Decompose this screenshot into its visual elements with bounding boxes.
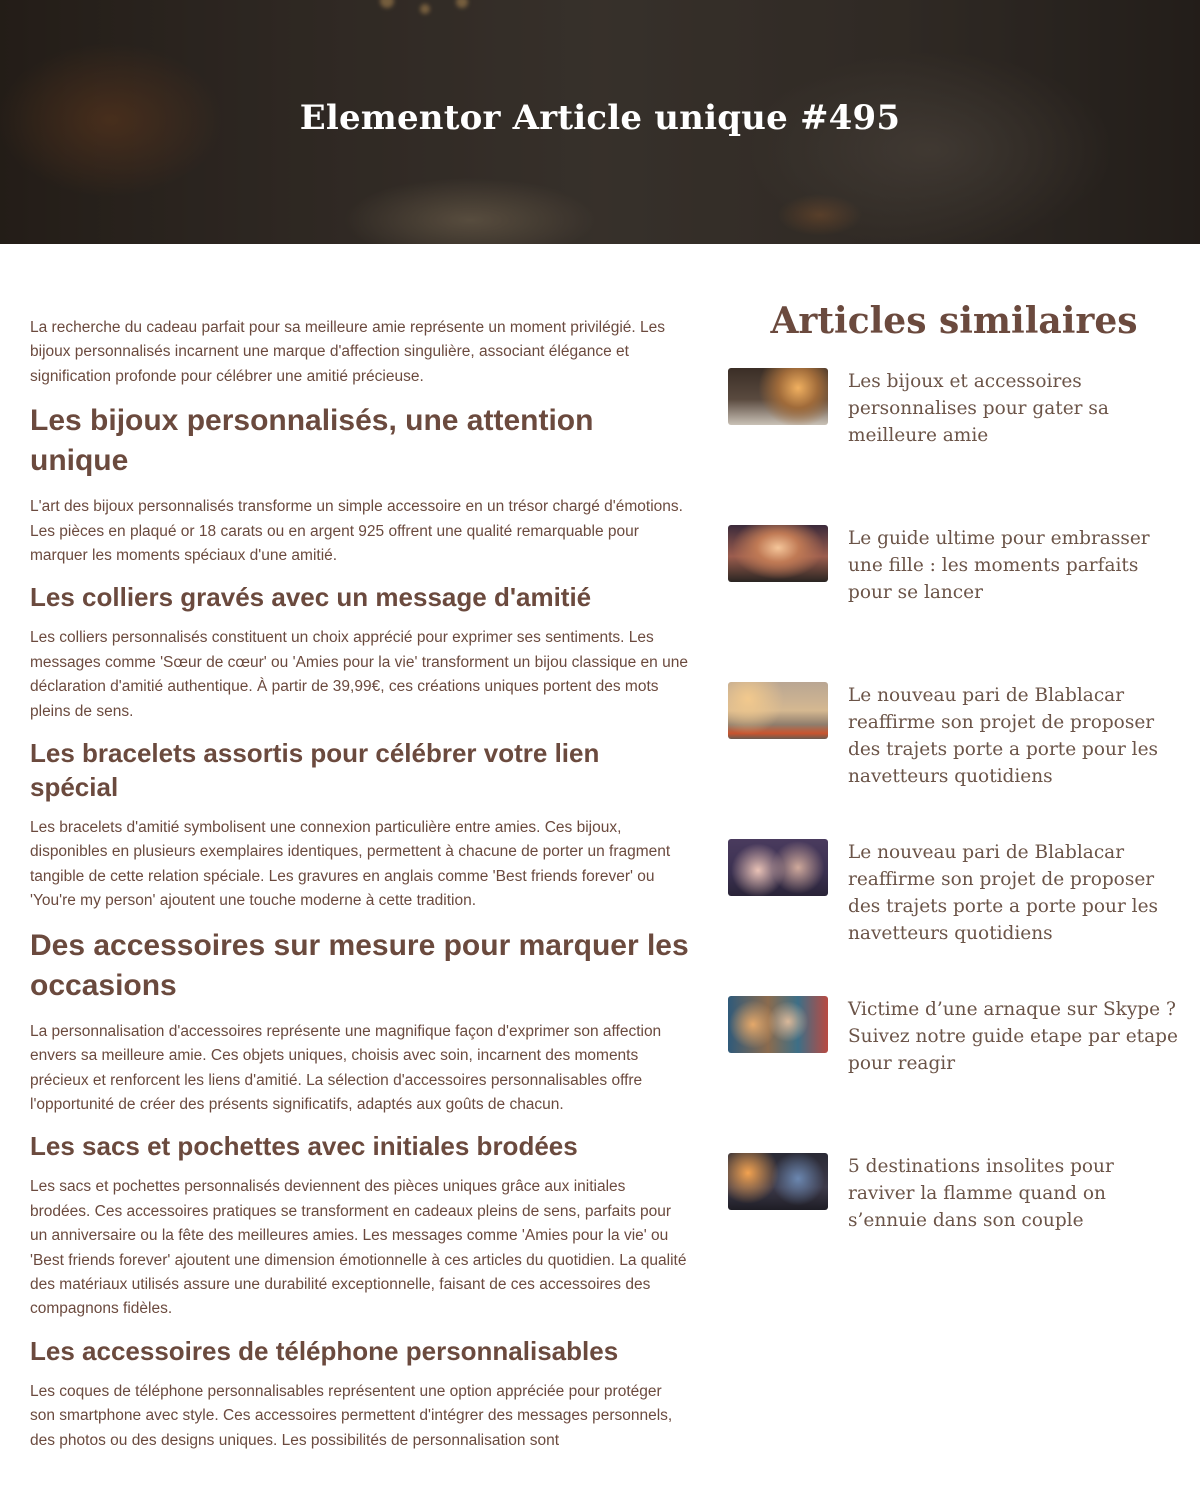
related-article-thumbnail[interactable] <box>728 368 828 425</box>
subsection-heading: Les colliers gravés avec un message d'amitié <box>30 582 592 613</box>
section-paragraph: Les sacs et pochettes personnalisés deviennent des pièces uniques grâce aux initiales brodées. Ces accessoires pratiques se transforment en cadeaux pleins de sens, parfaits pour un anniversaire ou la fête des meilleures amies. Les messages comme 'Amies pour la vie' ou 'Best friends forever' ajoutent une dimension émotionnelle à ces articles du quotidien. La qualité des matériaux utilisés assure une durabilité exceptionnelle, faisant de ces accessoires des compagnons fidèles. <box>30 1178 687 1318</box>
hero-banner <box>0 0 1200 244</box>
subsection-heading: Les bracelets assortis pour célébrer votre lien spécial <box>30 738 600 803</box>
related-article-item[interactable] <box>728 525 1188 682</box>
related-article-thumbnail[interactable] <box>728 525 828 582</box>
related-article-item[interactable] <box>728 996 1188 1153</box>
related-article-thumbnail[interactable] <box>728 1153 828 1210</box>
related-articles-sidebar <box>728 300 1188 1310</box>
section-paragraph: Les bracelets d'amitié symbolisent une connexion particulière entre amies. Ces bijoux, disponibles en plusieurs exemplaires identiques, permettent à chacune de porter un fragment tangible de cette relation spéciale. Les gravures en anglais comme 'Best friends forever' ou 'You're my person' ajoutent une touche moderne à cette tradition. <box>30 819 671 910</box>
related-article-item[interactable] <box>728 368 1188 525</box>
related-article-thumbnail[interactable] <box>728 682 828 739</box>
section-paragraph: Les colliers personnalisés constituent un choix apprécié pour exprimer ses sentiments. Les messages comme 'Sœur de cœur' ou 'Amies pour la vie' transforment un bijou classique en une déclaration d'amitié authentique. À partir de 39,99€, ces créations uniques portent des mots pleins de sens. <box>30 629 688 720</box>
subsection-heading: Les accessoires de téléphone personnalisables <box>30 1335 619 1366</box>
section-heading: Les bijoux personnalisés, une attention unique <box>30 404 594 478</box>
section-paragraph: Les coques de téléphone personnalisables représentent une option appréciée pour protéger son smartphone avec style. Ces accessoires permettent d'intégrer des messages personnels, des photos ou des designs uniques. Les possibilités de personnalisation sont <box>30 1382 673 1449</box>
page-title: Elementor Article unique #495 <box>299 98 901 138</box>
related-article-link[interactable]: Victime d’une arnaque sur Skype ? Suivez notre guide etape par etape pour reagir <box>848 999 1178 1074</box>
article-body <box>30 316 690 1465</box>
related-article-link[interactable]: Les bijoux et accessoires personnalises pour gater sa meilleure amie <box>848 371 1109 446</box>
article-intro: La recherche du cadeau parfait pour sa meilleure amie représente un moment privilégié. Les bijoux personnalisés incarnent une marque d'affection singulière, associant élégance et signification profonde pour célébrer une amitié précieuse. <box>30 319 665 385</box>
section-heading: Des accessoires sur mesure pour marquer les occasions <box>30 928 689 1002</box>
related-article-link[interactable]: Le nouveau pari de Blablacar reaffirme son projet de proposer des trajets porte a porte pour les navetteurs quotidiens <box>848 842 1159 944</box>
section-paragraph: La personnalisation d'accessoires représente une magnifique façon d'exprimer son affection envers sa meilleure amie. Ces objets uniques, choisis avec soin, incarnent des moments précieux et renforcent les liens d'amitié. La sélection d'accessoires personnalisables offre l'opportunité de créer des présents significatifs, adaptés aux goûts de chacun. <box>30 1022 662 1113</box>
related-article-item[interactable] <box>728 1153 1188 1310</box>
related-article-item[interactable] <box>728 682 1188 839</box>
section-paragraph: L'art des bijoux personnalisés transforme un simple accessoire en un trésor chargé d'émotions. Les pièces en plaqué or 18 carats ou en argent 925 offrent une qualité remarquable pour marquer les moments spéciaux d'une amitié. <box>30 498 683 565</box>
related-article-link[interactable]: 5 destinations insolites pour raviver la flamme quand on s’ennuie dans son couple <box>848 1156 1114 1231</box>
related-article-link[interactable]: Le guide ultime pour embrasser une fille : les moments parfaits pour se lancer <box>848 528 1150 603</box>
related-article-item[interactable] <box>728 839 1188 996</box>
subsection-heading: Les sacs et pochettes avec initiales brodées <box>30 1131 578 1162</box>
related-article-link[interactable]: Le nouveau pari de Blablacar reaffirme son projet de proposer des trajets porte a porte pour les navetteurs quotidiens <box>848 685 1159 787</box>
related-article-thumbnail[interactable] <box>728 839 828 896</box>
related-article-thumbnail[interactable] <box>728 996 828 1053</box>
related-articles-title: Articles similaires <box>770 300 1138 342</box>
